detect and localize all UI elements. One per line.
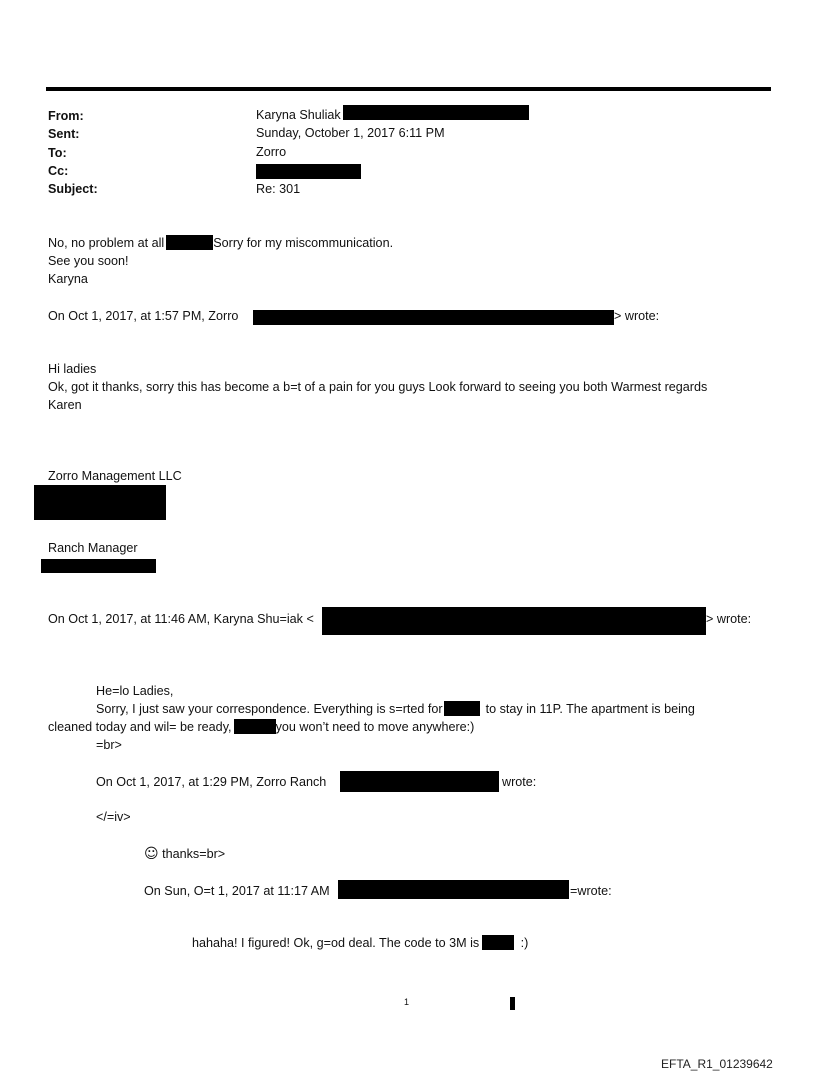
redaction-from-email — [343, 105, 529, 120]
quote-header-2: On Oct 1, 2017, at 11:46 AM, Karyna Shu=iak < — [48, 612, 314, 626]
redaction-zorro-email — [253, 310, 614, 325]
subject-label: Subject: — [48, 182, 98, 196]
body-line-1: No, no problem at all Sorry for my miscommunication. — [48, 236, 394, 250]
role-title: Ranch Manager — [48, 541, 138, 555]
signature-karen: Karen — [48, 398, 82, 412]
sent-label: Sent: — [48, 127, 80, 141]
signature-karyna: Karyna — [48, 272, 88, 286]
redaction-ranch-email — [340, 771, 499, 792]
quote-wrote-4: =wrote: — [570, 884, 612, 898]
thanks-line: ☺ thanks=br> — [144, 846, 226, 862]
smiley-icon: ☺ — [144, 846, 159, 862]
greeting-hello: He=lo Ladies, — [96, 684, 174, 698]
redaction-name-1 — [166, 235, 213, 250]
message-sorry: Sorry, I just saw your correspondence. Everything is s=rted for to stay in 11P. The apartment is being — [96, 702, 695, 716]
redaction-cc — [256, 164, 361, 179]
subject-value: Re: 301 — [256, 182, 301, 196]
artifact-div: </=iv> — [96, 810, 131, 824]
to-value: Zorro — [256, 145, 287, 159]
redaction-code — [482, 935, 514, 950]
page-number: 1 — [404, 997, 410, 1007]
company-name: Zorro Management LLC — [48, 469, 182, 483]
artifact-br: =br> — [96, 738, 122, 752]
cc-label: Cc: — [48, 164, 69, 178]
from-label: From: — [48, 109, 84, 123]
header-rule — [46, 87, 771, 91]
redaction-karyna-email — [322, 607, 706, 635]
message-cleaned: cleaned today and wil= be ready, you won’t need to move anywhere:) — [48, 720, 475, 734]
to-label: To: — [48, 146, 67, 160]
quote-header-3: On Oct 1, 2017, at 1:29 PM, Zorro Ranch — [96, 775, 327, 789]
quote-header-1: On Oct 1, 2017, at 1:57 PM, Zorro — [48, 309, 239, 323]
message-hahaha: hahaha! I figured! Ok, g=od deal. The code to 3M is :) — [192, 936, 529, 950]
footer-id: EFTA_R1_01239642 — [661, 1057, 773, 1071]
quote-wrote-2: > wrote: — [706, 612, 752, 626]
quote-wrote-3: wrote: — [502, 775, 537, 789]
redaction-phone — [41, 559, 156, 573]
from-value — [256, 107, 341, 123]
redaction-address — [34, 485, 166, 520]
greeting-hi: Hi ladies — [48, 362, 97, 376]
redaction-name-2 — [444, 701, 480, 716]
from-name: Karyna Shuliak — [256, 108, 341, 122]
redaction-name-3 — [234, 719, 276, 734]
sent-value: Sunday, October 1, 2017 6:11 PM — [256, 126, 445, 140]
redaction-sender-email — [338, 880, 569, 899]
redaction-mark — [510, 997, 515, 1010]
message-ok: Ok, got it thanks, sorry this has become a b=t of a pain for you guys Look forward to seeing you both Warmest regards — [48, 380, 708, 394]
quote-wrote-1: > wrote: — [614, 309, 660, 323]
body-line-2: See you soon! — [48, 254, 129, 268]
quote-header-4: On Sun, O=t 1, 2017 at 11:17 AM — [144, 884, 330, 898]
